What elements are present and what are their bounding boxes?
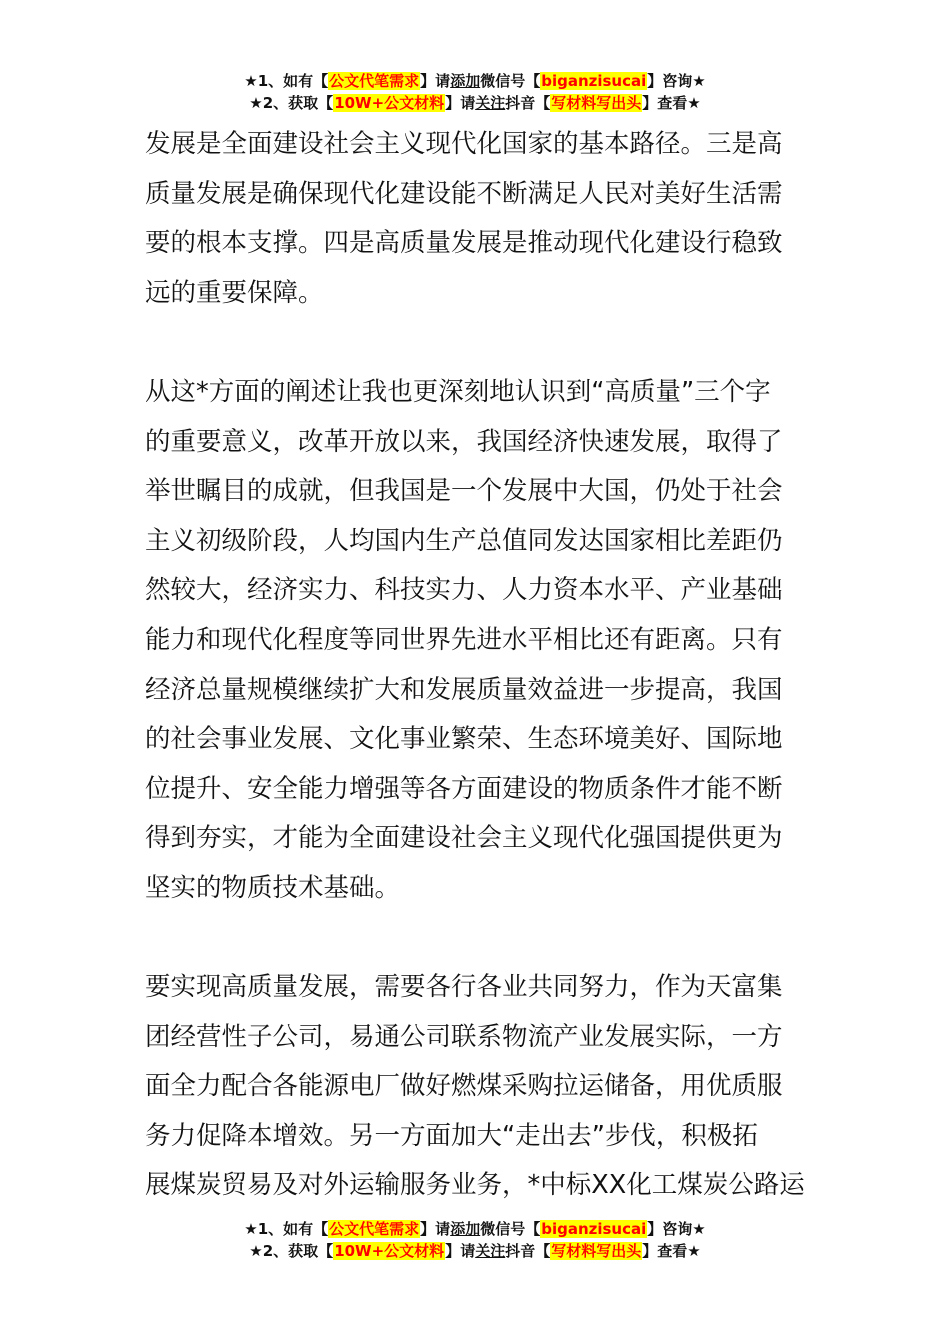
banner-text: 抖音【 bbox=[505, 1242, 551, 1260]
banner-underlined-text: 添加 bbox=[450, 72, 481, 90]
paragraph-3 bbox=[145, 963, 810, 1211]
banner-text: 微信号【 bbox=[480, 72, 541, 90]
text-line: 质量发展是确保现代化建设能不断满足人民对美好生活需 bbox=[145, 178, 783, 209]
text-line: 远的重要保障。 bbox=[145, 277, 324, 308]
banner-underlined-text: 关注 bbox=[475, 94, 506, 112]
banner-highlight: 10W+公文材料 bbox=[334, 1242, 445, 1260]
banner-highlight: 公文代笔需求 bbox=[329, 72, 420, 90]
paragraph-2 bbox=[145, 368, 810, 914]
banner-text: 】请 bbox=[420, 72, 451, 90]
document-body bbox=[145, 120, 810, 1211]
text-line: 能力和现代化程度等同世界先进水平相比还有距离。只有 bbox=[145, 624, 783, 655]
banner-highlight: 10W+公文材料 bbox=[334, 94, 445, 112]
banner-underlined-text: 添加 bbox=[450, 1220, 481, 1238]
text-line: 团经营性子公司，易通公司联系物流产业发展实际，一方 bbox=[145, 1021, 783, 1052]
banner-text: ★1、如有【 bbox=[244, 1220, 329, 1238]
text-line: 的社会事业发展、文化事业繁荣、生态环境美好、国际地 bbox=[145, 724, 783, 755]
banner-highlight: biganzisucai bbox=[541, 1220, 647, 1238]
banner-text: 】咨询★ bbox=[647, 72, 706, 90]
header-banner bbox=[0, 70, 950, 114]
text-line: 要实现高质量发展，需要各行各业共同努力，作为天富集 bbox=[145, 972, 783, 1003]
text-line: 从这*方面的阐述让我也更深刻地认识到“高质量”三个字 bbox=[145, 376, 771, 407]
banner-text: ★2、获取【 bbox=[249, 1242, 334, 1260]
banner-text: 】请 bbox=[445, 94, 476, 112]
banner-line-1 bbox=[0, 1218, 950, 1240]
banner-text: 】请 bbox=[420, 1220, 451, 1238]
text-line: 的重要意义，改革开放以来，我国经济快速发展，取得了 bbox=[145, 426, 783, 457]
text-line: 面全力配合各能源电厂做好燃煤采购拉运储备，用优质服 bbox=[145, 1071, 783, 1102]
banner-text: 微信号【 bbox=[480, 1220, 541, 1238]
banner-text: 】请 bbox=[445, 1242, 476, 1260]
text-line: 位提升、安全能力增强等各方面建设的物质条件才能不断 bbox=[145, 773, 783, 804]
text-line: 得到夯实，才能为全面建设社会主义现代化强国提供更为 bbox=[145, 823, 783, 854]
text-line: 主义初级阶段，人均国内生产总值同发达国家相比差距仍 bbox=[145, 525, 783, 556]
text-line: 经济总量规模继续扩大和发展质量效益进一步提高，我国 bbox=[145, 674, 783, 705]
text-line: 发展是全面建设社会主义现代化国家的基本路径。三是高 bbox=[145, 129, 783, 159]
text-line: 展煤炭贸易及对外运输服务业务，*中标XX化工煤炭公路运 bbox=[145, 1170, 805, 1201]
text-line: 举世瞩目的成就，但我国是一个发展中大国，仍处于社会 bbox=[145, 476, 783, 507]
banner-line-1 bbox=[0, 70, 950, 92]
banner-text: ★1、如有【 bbox=[244, 72, 329, 90]
text-line: 然较大，经济实力、科技实力、人力资本水平、产业基础 bbox=[145, 575, 783, 606]
banner-text: 】查看★ bbox=[642, 1242, 701, 1260]
banner-highlight: 写材料写出头 bbox=[551, 94, 642, 112]
banner-highlight: 公文代笔需求 bbox=[329, 1220, 420, 1238]
banner-highlight: biganzisucai bbox=[541, 72, 647, 90]
banner-line-2 bbox=[0, 92, 950, 114]
text-line: 坚实的物质技术基础。 bbox=[145, 872, 401, 903]
text-line: 要的根本支撑。四是高质量发展是推动现代化建设行稳致 bbox=[145, 228, 783, 259]
banner-highlight: 写材料写出头 bbox=[551, 1242, 642, 1260]
banner-text: 】查看★ bbox=[642, 94, 701, 112]
banner-text: ★2、获取【 bbox=[249, 94, 334, 112]
banner-text: 抖音【 bbox=[505, 94, 551, 112]
banner-underlined-text: 关注 bbox=[475, 1242, 506, 1260]
footer-banner bbox=[0, 1218, 950, 1262]
paragraph-1 bbox=[145, 120, 810, 318]
banner-text: 】咨询★ bbox=[647, 1220, 706, 1238]
banner-line-2 bbox=[0, 1240, 950, 1262]
text-line: 务力促降本增效。另一方面加大“走出去”步伐，积极拓 bbox=[145, 1120, 758, 1151]
